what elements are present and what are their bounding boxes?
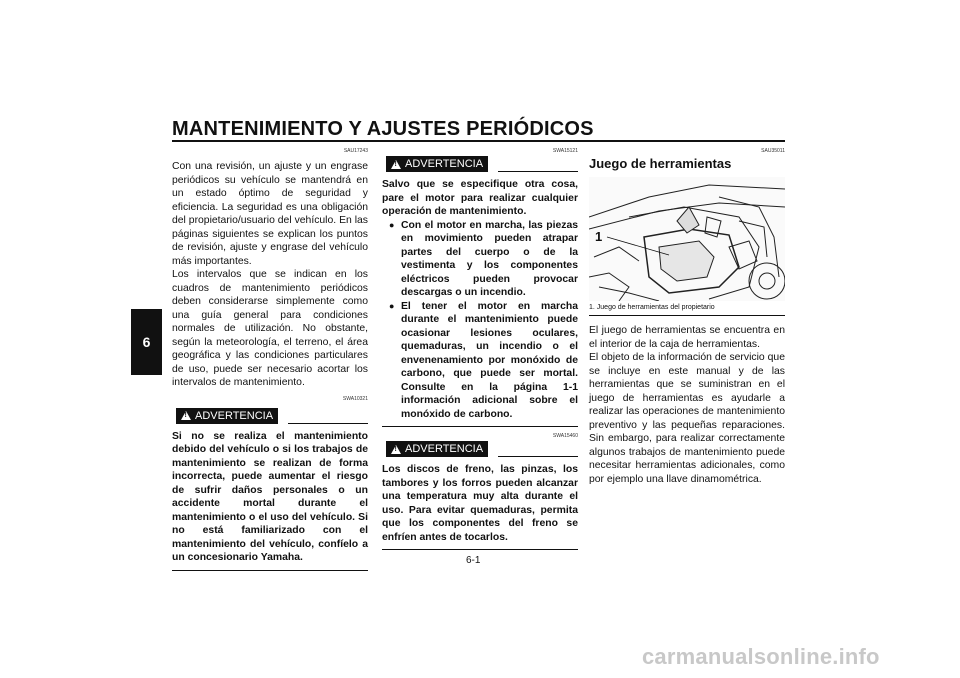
warning-label: ADVERTENCIA [405, 158, 484, 170]
motorcycle-illustration [589, 177, 785, 301]
toolkit-text [589, 324, 785, 486]
section-code: SAU35011 [761, 148, 785, 154]
warning-code: SWA10321 [342, 395, 368, 402]
warning-triangle-icon [391, 445, 401, 454]
warning-text: Los discos de freno, las pinzas, los tambores y los forros pueden alcanzar una temperatura muy alta durante el uso. Para evitar quemaduras, permita que los componentes del freno se enfríen antes de tocarlos. [382, 464, 578, 543]
warning-list [382, 219, 578, 422]
warning-text: Si no se realiza el mantenimiento debido del vehículo o si los trabajos de mantenimiento se realizan de forma incorrecta, puede aumentar el riesgo de sufrir daños personales o un accidente mortal durante el mantenimiento o el uso del vehículo. Si no está familiarizado con el mantenimiento del vehículo, confíelo a un concesionario Yamaha. [172, 430, 368, 563]
toolkit-figure [589, 177, 785, 301]
warning-intro: Salvo que se especifique otra cosa, pare el motor para realizar cualquier operación de mantenimiento. [382, 179, 578, 217]
intro-paragraph-2: Los intervalos que se indican en los cuadros de mantenimiento periódicos deben considerarse simplemente como una guía general para condiciones normales de utilización. No obstante, según la meteorología, el terreno, el área geográfica y las condiciones particulares de uso, puede ser necesario acortar los intervalos de mantenimiento. [172, 269, 368, 388]
footer-watermark: carmanualsonline.info [642, 644, 880, 669]
warning-label: ADVERTENCIA [405, 443, 484, 455]
column-1 [172, 148, 368, 571]
figure-callout: 1 [595, 229, 603, 244]
warning-box [382, 441, 578, 550]
toolkit-paragraph-1: El juego de herramientas se encuentra en el interior de la caja de herramientas. [589, 325, 785, 350]
toolkit-paragraph-2: El objeto de la información de servicio que se incluye en este manual y de las herramientas que se suministran en el juego de herramientas es ayudarle a realizar las operaciones de mantenimiento preventivo y las pequeñas reparaciones. Sin embargo, para realizar correctamente algunos trabajos de mantenimiento puede necesitar herramientas adicionales, como por ejemplo una llave dinamométrica. [589, 352, 785, 485]
section-heading: Juego de herramientas [589, 156, 732, 171]
warning-triangle-icon [391, 160, 401, 169]
warning-badge [176, 408, 278, 424]
column-3 [589, 148, 785, 486]
section-code: SAU17243 [343, 148, 368, 154]
warning-header [172, 408, 368, 424]
page-title: MANTENIMIENTO Y AJUSTES PERIÓDICOS [172, 118, 594, 140]
warning-text [382, 178, 578, 421]
warning-box [382, 156, 578, 427]
intro-paragraph-1: Con una revisión, un ajuste y un engrase periódicos su vehículo se mantendrá en un estado óptimo de seguridad y eficiencia. La seguridad es una obligación del propietario/usuario del vehículo. En las páginas siguientes se explican los puntos de revisión, ajuste y engrase del vehículo más importantes. [172, 161, 368, 267]
warning-bottom-rule [172, 570, 368, 571]
warning-code: SWA15121 [552, 148, 578, 154]
page-number: 6-1 [466, 555, 481, 566]
chapter-tab: 6 [131, 309, 162, 375]
title-rule [172, 140, 785, 142]
intro-text [172, 160, 368, 390]
warning-triangle-icon [181, 411, 191, 420]
warning-header-rule [498, 171, 578, 172]
warning-header [382, 441, 578, 457]
warning-label: ADVERTENCIA [195, 409, 274, 422]
list-item: ● El tener el motor en marcha durante el mantenimiento puede ocasionar lesiones oculares, quemaduras, un incendio o el envenenamiento por monóxido de carbono, que puede ser mortal. Consulte en la página 1-1 información adicional sobre el monóxido de carbono. [392, 300, 578, 422]
warning-bottom-rule [382, 426, 578, 427]
warning-badge [386, 441, 488, 457]
warning-box [172, 408, 368, 571]
warning-header [382, 156, 578, 172]
column-2 [382, 148, 578, 550]
warning-header-rule [288, 423, 368, 424]
figure-caption: 1. Juego de herramientas del propietario [589, 304, 785, 316]
warning-bottom-rule [382, 549, 578, 550]
warning-badge [386, 156, 488, 172]
list-item: ● Con el motor en marcha, las piezas en movimiento pueden atrapar partes del cuerpo o de la vestimenta y los componentes eléctricos pueden provocar descargas o un incendio. [392, 219, 578, 300]
warning-code: SWA15460 [552, 433, 578, 439]
warning-header-rule [498, 456, 578, 457]
